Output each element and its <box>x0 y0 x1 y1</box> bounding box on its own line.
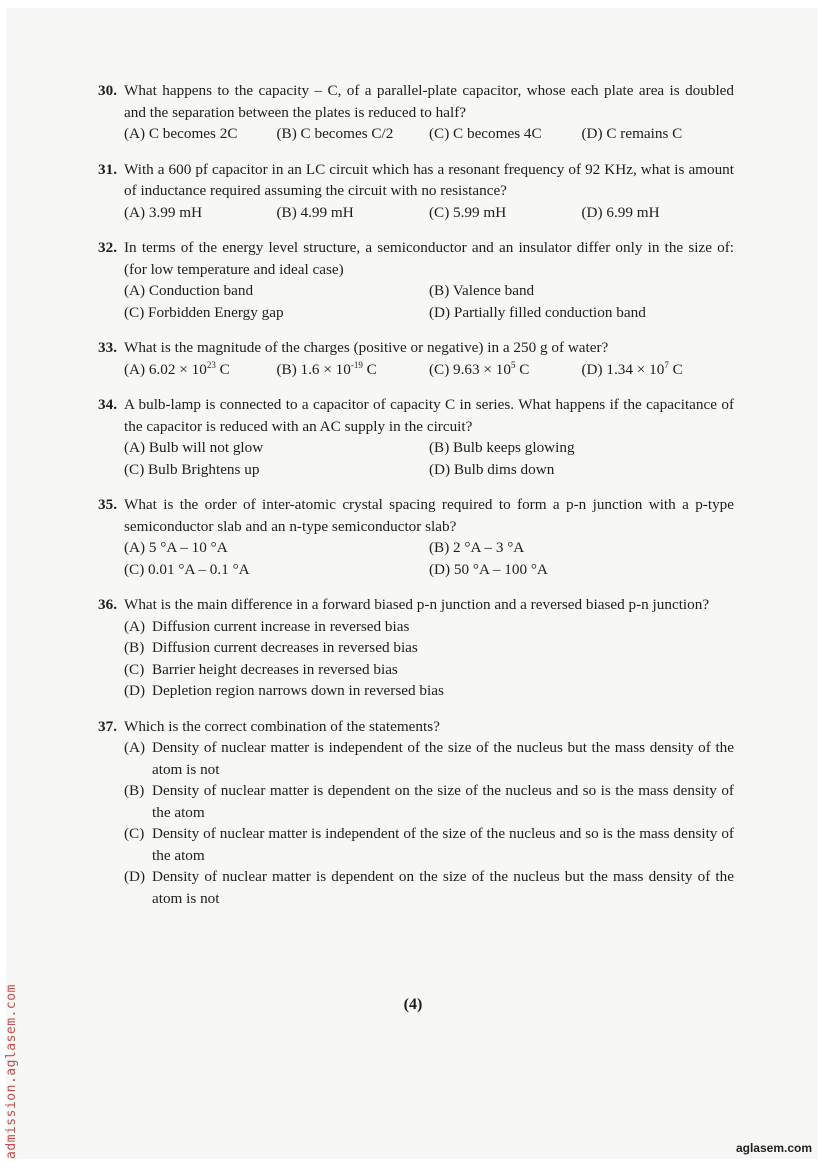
question-text: In terms of the energy level structure, a semiconductor and an insulator differ only in the size of: (for low temperature and ideal case) <box>124 239 734 278</box>
option-label: (B) <box>124 639 145 656</box>
option-a-unit: C <box>215 360 230 378</box>
question-number: 32. <box>98 239 117 256</box>
option-text: Depletion region narrows down in reversed bias <box>152 682 444 699</box>
option-text: Density of nuclear matter is independent of the size of the nucleus and so is the mass density of the atom <box>152 825 734 864</box>
option-text: Density of nuclear matter is dependent on the size of the nucleus but the mass density of the atom is not <box>152 868 734 907</box>
question-35 <box>98 494 734 580</box>
options-row-1 <box>98 537 734 559</box>
option-c <box>124 823 734 866</box>
option-text: Density of nuclear matter is independent of the size of the nucleus but the mass density of the atom is not <box>152 739 734 778</box>
option-a: (A) Bulb will not glow <box>124 439 264 456</box>
option-c-exponent: 5 <box>510 359 516 370</box>
option-b: (B) 2 °A – 3 °A <box>429 539 525 556</box>
option-a: (A) 5 °A – 10 °A <box>124 539 228 556</box>
option-b: (B) C becomes C/2 <box>276 125 394 142</box>
watermark-text: admission.aglasem.com <box>4 984 19 1159</box>
question-text: A bulb-lamp is connected to a capacitor of capacity C in series. What happens if the capacitance of the capacitor is reduced with an AC supply in the circuit? <box>124 396 734 435</box>
option-c: (C) C becomes 4C <box>429 125 542 142</box>
option-d: (D) Bulb dims down <box>429 460 555 478</box>
option-b-unit: C <box>362 360 377 378</box>
question-number: 34. <box>98 396 117 413</box>
option-d-unit: C <box>668 360 683 378</box>
option-c-base: (C) 9.63 × 10 <box>429 360 511 378</box>
option-a <box>124 737 734 780</box>
option-a <box>124 616 734 638</box>
option-c-unit: C <box>515 360 530 378</box>
option-d <box>124 680 734 702</box>
option-text: Diffusion current increase in reversed bias <box>152 617 410 635</box>
option-label: (D) <box>124 682 146 699</box>
question-33 <box>98 337 734 380</box>
option-c: (C) 0.01 °A – 0.1 °A <box>124 560 250 578</box>
option-c: (C) 5.99 mH <box>429 203 507 221</box>
option-text: Diffusion current decreases in reversed bias <box>152 639 418 656</box>
option-text: Density of nuclear matter is dependent on the size of the nucleus and so is the mass density of the atom <box>152 782 734 821</box>
option-b: (B) 4.99 mH <box>276 203 354 221</box>
question-number: 35. <box>98 496 117 513</box>
option-d-exponent: 7 <box>664 359 669 370</box>
question-32 <box>98 237 734 323</box>
option-b: (B) Valence band <box>429 282 535 299</box>
option-d <box>124 866 734 909</box>
question-37 <box>98 716 734 910</box>
option-c: (C) Bulb Brightens up <box>124 460 260 478</box>
option-a-base: (A) 6.02 × 10 <box>124 360 207 378</box>
option-a: (A) Conduction band <box>124 282 254 299</box>
option-label: (B) <box>124 782 145 799</box>
option-b <box>124 780 734 823</box>
question-34 <box>98 394 734 480</box>
question-text: What is the magnitude of the charges (positive or negative) in a 250 g of water? <box>124 339 609 356</box>
option-a: (A) 3.99 mH <box>124 203 203 221</box>
questions-list <box>98 80 734 923</box>
option-c <box>124 659 734 681</box>
option-b <box>277 359 430 381</box>
options-row-2 <box>98 302 734 324</box>
options-row-2 <box>98 459 734 481</box>
question-31 <box>98 159 734 224</box>
question-36 <box>98 594 734 702</box>
options-row-1 <box>98 437 734 459</box>
options <box>98 616 734 702</box>
question-30 <box>98 80 734 145</box>
option-d: (D) 50 °A – 100 °A <box>429 560 548 578</box>
option-a-exponent: 23 <box>206 359 216 370</box>
options <box>98 359 734 381</box>
question-number: 31. <box>98 160 117 178</box>
question-number: 33. <box>98 339 117 356</box>
options <box>98 123 734 145</box>
question-number: 37. <box>98 717 117 735</box>
option-d-base: (D) 1.34 × 10 <box>581 360 665 378</box>
option-b: (B) Bulb keeps glowing <box>429 439 575 456</box>
option-b-base: (B) 1.6 × 10 <box>276 360 351 378</box>
option-d <box>582 359 735 381</box>
option-text: Barrier height decreases in reversed bias <box>152 660 398 678</box>
options-row-1 <box>98 280 734 302</box>
question-text: What happens to the capacity – C, of a parallel-plate capacitor, whose each plate area is doubled and the separation between the plates is reduced to half? <box>124 82 734 121</box>
option-label: (C) <box>124 660 145 678</box>
option-a <box>124 359 277 381</box>
option-a: (A) C becomes 2C <box>124 125 238 142</box>
option-c <box>429 359 582 381</box>
page-number: (4) <box>403 996 423 1013</box>
option-d: (D) Partially filled conduction band <box>429 303 646 321</box>
options <box>98 202 734 224</box>
option-label: (A) <box>124 739 146 756</box>
question-number: 36. <box>98 596 117 613</box>
options <box>98 737 734 909</box>
question-text: What is the order of inter-atomic crystal spacing required to form a p-n junction with a p-type semiconductor slab and an n-type semiconductor slab? <box>124 496 734 535</box>
options-row-2 <box>98 559 734 581</box>
option-d: (D) 6.99 mH <box>581 203 660 221</box>
question-text: With a 600 pf capacitor in an LC circuit which has a resonant frequency of 92 KHz, what is amount of inductance required assuming the circuit with no resistance? <box>124 160 734 199</box>
question-text: What is the main difference in a forward biased p-n junction and a reversed biased p-n junction? <box>124 596 710 613</box>
option-label: (A) <box>124 617 146 635</box>
option-b <box>124 637 734 659</box>
question-paper-page <box>6 8 818 1159</box>
brand-text: aglasem.com <box>735 1141 812 1155</box>
option-b-exponent: -19 <box>350 359 363 370</box>
option-label: (C) <box>124 825 145 842</box>
question-number: 30. <box>98 82 117 99</box>
option-c: (C) Forbidden Energy gap <box>124 303 284 321</box>
option-d: (D) C remains C <box>581 125 683 142</box>
option-label: (D) <box>124 868 146 885</box>
question-text: Which is the correct combination of the statements? <box>124 717 440 735</box>
